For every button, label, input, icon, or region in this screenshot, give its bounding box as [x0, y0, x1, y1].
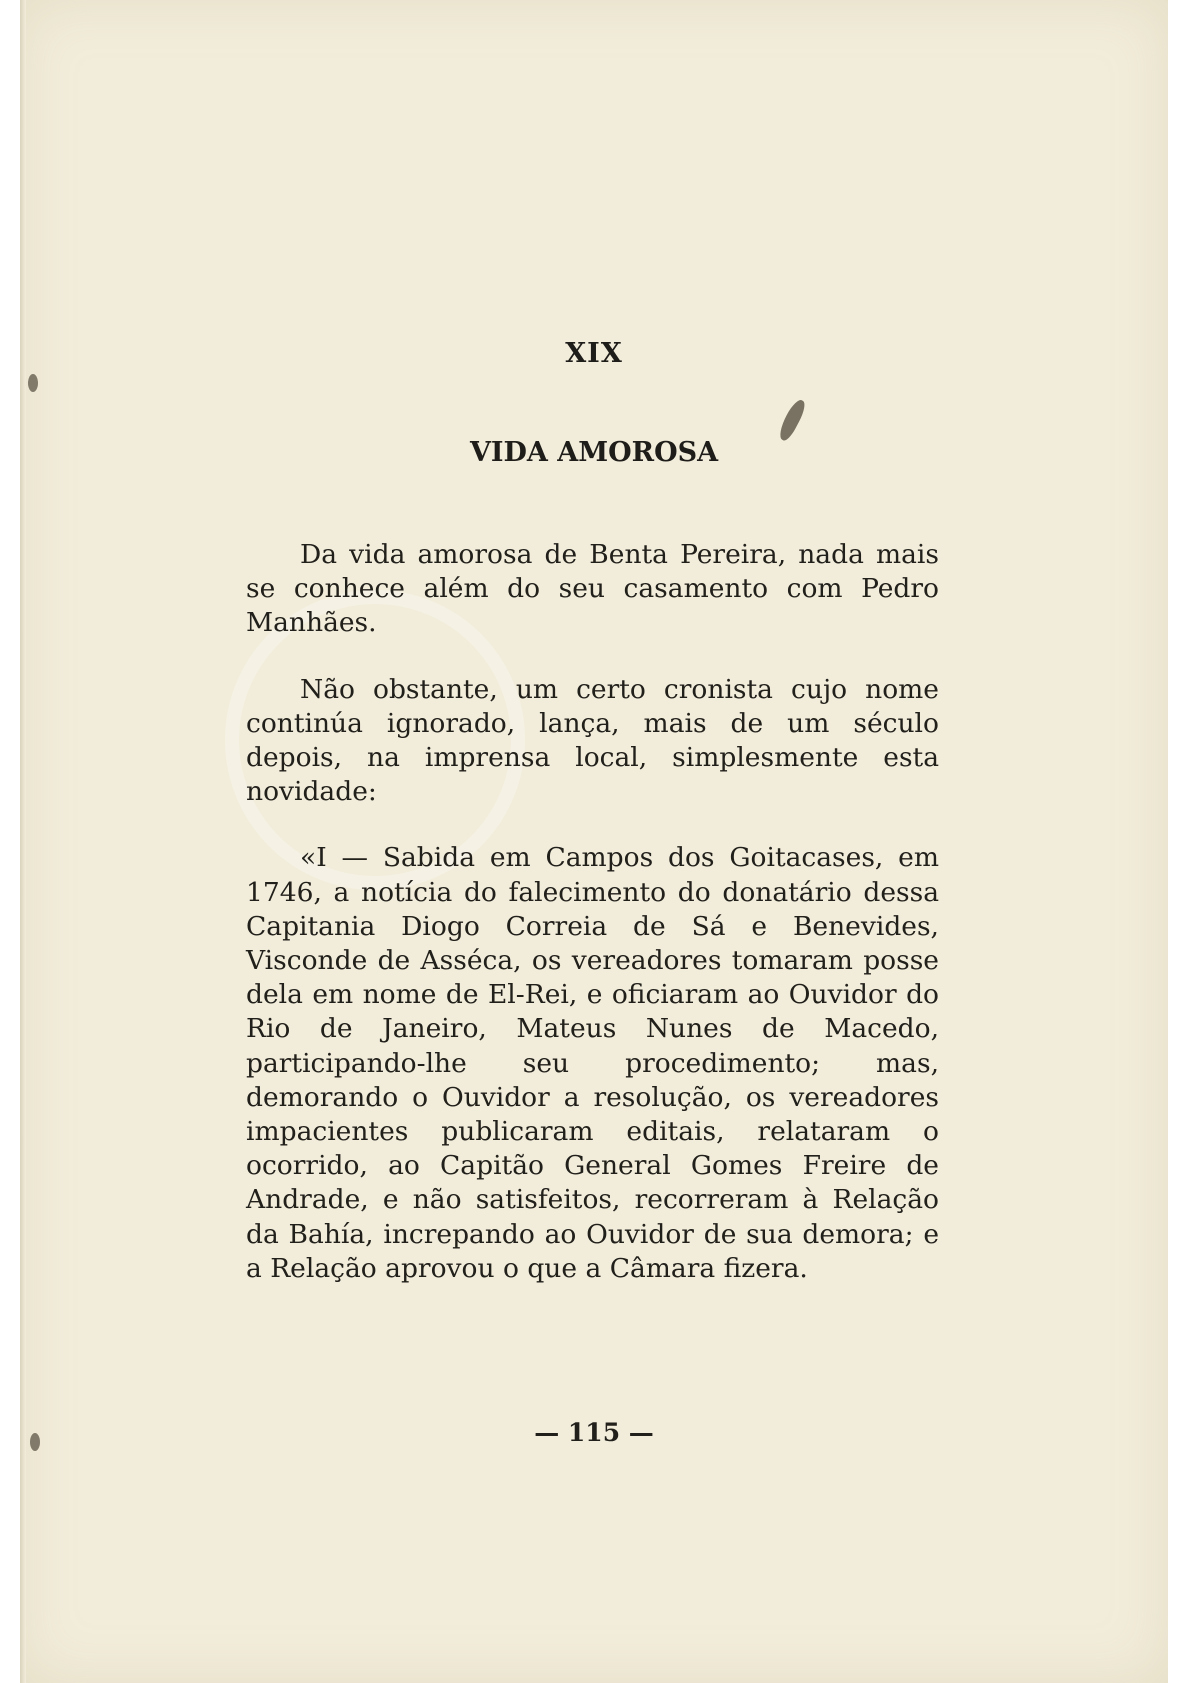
page-number: — 115 —	[534, 1418, 654, 1447]
body-text	[246, 538, 939, 1318]
paragraph: Da vida amorosa de Benta Pereira, nada mais se conhece além do seu casamento com Pedro Manhães.	[246, 539, 939, 639]
ink-stain	[775, 397, 808, 442]
binding-hole	[28, 374, 38, 392]
chapter-number: XIX	[565, 338, 623, 369]
book-page	[20, 0, 1168, 1683]
paragraph: «I — Sabida em Campos dos Goitacases, em 1746, a notícia do falecimento do donatário dessa Capitania Diogo Correia de Sá e Benevides, Visconde de Asséca, os vereadores tomaram posse dela em nome de El-Rei, e oficiaram ao Ouvidor do Rio de Janeiro, Mateus Nunes de Macedo, participando-lhe seu procedimento; mas, demorando o Ouvidor a resolução, os vereadores impacientes publicaram editais, relataram o ocorrido, ao Capitão General Gomes Freire de Andrade, e não satisfeitos, recorreram à Relação da Bahía, increpando ao Ouvidor de sua demora; e a Relação aprovou o que a Câmara fizera.	[246, 842, 939, 1284]
chapter-title: VIDA AMOROSA	[469, 437, 719, 468]
paragraph: Não obstante, um certo cronista cujo nome continúa ignorado, lança, mais de um século depois, na imprensa local, simplesmente esta novidade:	[246, 673, 939, 808]
